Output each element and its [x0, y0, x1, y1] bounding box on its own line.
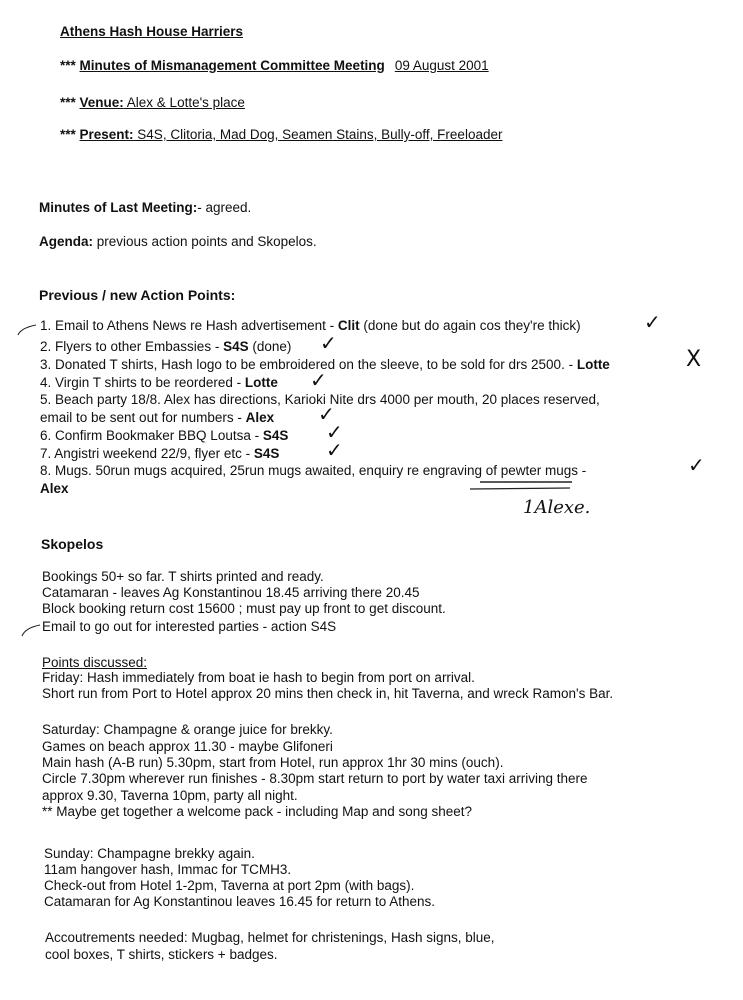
sunday-line: Sunday: Champagne brekky again. — [44, 846, 255, 861]
action-item: email to be sent out for numbers - Alex — [40, 410, 275, 425]
tick-mark-icon: ✓ — [320, 331, 337, 355]
tick-mark-icon: ✓ — [326, 438, 343, 462]
action-points-heading: Previous / new Action Points: — [39, 287, 236, 303]
agenda-label: Agenda: — [39, 234, 93, 249]
saturday-line: approx 9.30, Taverna 10pm, party all night. — [42, 788, 298, 803]
saturday-line: ** Maybe get together a welcome pack - including Map and song sheet? — [42, 804, 473, 819]
venue-prefix: *** — [60, 95, 80, 110]
minutes-last-value: - agreed. — [197, 200, 252, 215]
org-title: Athens Hash House Harriers — [60, 24, 244, 39]
skopelos-line: Email to go out for interested parties - action S4S — [42, 619, 337, 634]
tick-mark-icon: ✓ — [326, 420, 343, 444]
action-item: 7. Angistri weekend 22/9, flyer etc - S4S — [40, 446, 280, 461]
action-item: 2. Flyers to other Embassies - S4S (done) — [40, 339, 292, 354]
saturday-line: Games on beach approx 11.30 - maybe Glifoneri — [42, 739, 333, 754]
saturday-line: Saturday: Champagne & orange juice for brekky. — [42, 722, 333, 737]
sunday-line: 11am hangover hash, Immac for TCMH3. — [44, 862, 292, 877]
sunday-line: Catamaran for Ag Konstantinou leaves 16.45 for return to Athens. — [44, 894, 435, 909]
cross-mark-icon: X — [686, 347, 702, 372]
skopelos-line: Catamaran - leaves Ag Konstantinou 18.45 arriving there 20.45 — [42, 585, 420, 600]
saturday-line: Circle 7.30pm wherever run finishes - 8.30pm start return to port by water taxi arriving there — [42, 771, 588, 786]
accoutrements-line: Accoutrements needed: Mugbag, helmet for christenings, Hash signs, blue, — [45, 930, 495, 945]
action-item: 5. Beach party 18/8. Alex has directions, Karioki Nite drs 4000 per mouth, 20 places reserved, — [40, 392, 600, 407]
action-item: 4. Virgin T shirts to be reordered - Lotte — [40, 375, 278, 390]
action-item: 1. Email to Athens News re Hash advertisement - Clit (done but do again cos they're thick) — [40, 318, 581, 333]
agenda-value: previous action points and Skopelos. — [93, 234, 317, 249]
tick-mark-icon: ✓ — [310, 368, 327, 392]
skopelos-line: Bookings 50+ so far. T shirts printed and ready. — [42, 569, 324, 584]
action-item: 8. Mugs. 50run mugs acquired, 25run mugs awaited, enquiry re engraving of pewter mugs - — [40, 463, 587, 478]
minutes-last-label: Minutes of Last Meeting: — [39, 200, 198, 215]
action-item: Alex — [40, 481, 69, 496]
accoutrements-line: cool boxes, T shirts, stickers + badges. — [45, 947, 278, 962]
venue-label: Venue: — [79, 95, 124, 110]
skopelos-line: Block booking return cost 15600 ; must pay up front to get discount. — [42, 601, 446, 616]
action-item: 3. Donated T shirts, Hash logo to be embroidered on the sleeve, to be sold for drs 2500. - Lotte — [40, 357, 610, 372]
handwritten-note: 1Alexe. — [523, 497, 591, 518]
minutes-prefix: *** — [60, 58, 80, 73]
tick-mark-icon: ✓ — [688, 453, 705, 477]
tick-mark-icon: ✓ — [644, 310, 661, 334]
meeting-date: 09 August 2001 — [394, 58, 489, 73]
present-label: Present: — [79, 127, 134, 142]
saturday-line: Main hash (A-B run) 5.30pm, start from Hotel, run approx 1hr 30 mins (ouch). — [42, 755, 504, 770]
friday-line: Friday: Hash immediately from boat ie hash to begin from port on arrival. — [42, 670, 475, 685]
action-item: 6. Confirm Bookmaker BBQ Loutsa - S4S — [40, 428, 289, 443]
sunday-line: Check-out from Hotel 1-2pm, Taverna at port 2pm (with bags). — [44, 878, 415, 893]
points-heading: Points discussed: — [42, 655, 148, 670]
tick-mark-icon: ✓ — [318, 402, 335, 426]
minutes-title: Minutes of Mismanagement Committee Meeting — [79, 58, 385, 73]
present-prefix: *** — [60, 127, 80, 142]
friday-line: Short run from Port to Hotel approx 20 mins then check in, hit Taverna, and wreck Ramon's Bar. — [42, 686, 614, 701]
skopelos-heading: Skopelos — [41, 536, 104, 552]
venue-value: Alex & Lotte's place — [123, 95, 245, 110]
present-value: S4S, Clitoria, Mad Dog, Seamen Stains, Bully-off, Freeloader — [133, 127, 503, 142]
